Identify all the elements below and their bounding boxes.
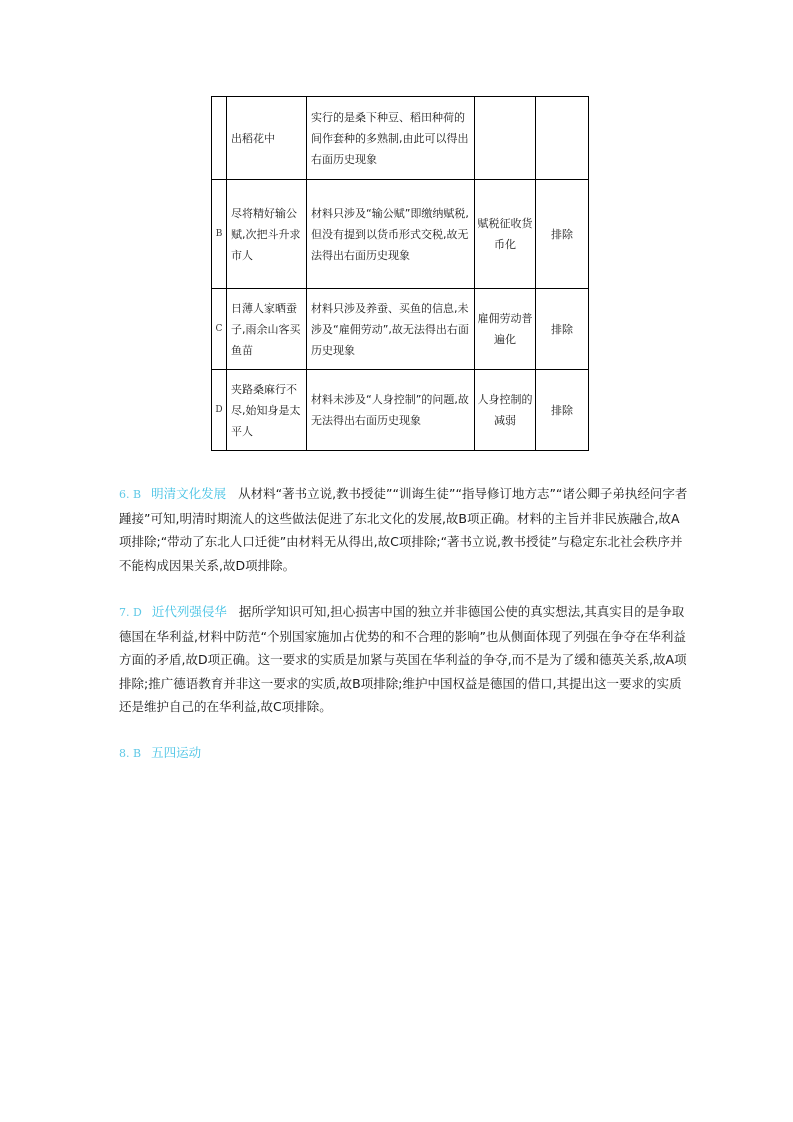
phenomenon-cell [475, 97, 536, 180]
answer-explanation: 从材料“著书立说,教书授徒”“训诲生徒”“指导修订地方志”“诸公卿子弟执经问字者踵接”可知,明清时期流人的这些做法促进了东北文化的发展,故B项正确。材料的主旨并非民族融合,故A项排除;“带动了东北人口迁徙”由材料无从得出,故C项排除;“著书立说,教书授徒”与稳定东北社会秩序并不能构成因果关系,故D项排除。 [119, 486, 688, 573]
analysis-cell: 材料只涉及养蚕、买鱼的信息,未涉及“雇佣劳动”,故无法得出右面历史现象 [307, 289, 475, 370]
poem-cell: 夹路桑麻行不尽,始知身是太平人 [227, 370, 307, 451]
answer-6 [119, 482, 689, 577]
table-row [212, 370, 589, 451]
question-number: 7. D [119, 606, 142, 619]
option-cell: C [212, 289, 227, 370]
question-topic: 近代列强侵华 [151, 604, 227, 619]
table-row [212, 97, 589, 180]
poem-cell: 日薄人家晒蚕子,雨余山客买鱼苗 [227, 289, 307, 370]
question-number: 8. B [119, 747, 142, 760]
phenomenon-cell: 人身控制的减弱 [475, 370, 536, 451]
option-cell: D [212, 370, 227, 451]
analysis-cell: 材料只涉及“输公赋”即缴纳赋税,但没有提到以货币形式交税,故无法得出右面历史现象 [307, 180, 475, 289]
answer-explanation: 据所学知识可知,担心损害中国的独立并非德国公使的真实想法,其真实目的是争取德国在华利益,材料中防范“个别国家施加占优势的和不合理的影响”也从侧面体现了列强在争夺在华利益方面的矛盾,故D项正确。这一要求的实质是加紧与英国在华利益的争夺,而不是为了缓和德英关系,故A项排除;推广德语教育并非这一要求的实质,故B项排除;维护中国权益是德国的借口,其提出这一要求的实质还是维护自己的在华利益,故C项排除。 [119, 604, 687, 714]
poem-cell: 出稻花中 [227, 97, 307, 180]
answer-8 [119, 741, 689, 766]
question-number: 6. B [119, 488, 142, 501]
result-cell: 排除 [536, 180, 589, 289]
option-cell [212, 97, 227, 180]
option-cell: B [212, 180, 227, 289]
answer-7 [119, 600, 689, 719]
poem-cell: 尽将精好输公赋,次把斗升求市人 [227, 180, 307, 289]
analysis-cell: 材料未涉及“人身控制”的问题,故无法得出右面历史现象 [307, 370, 475, 451]
analysis-table [211, 96, 589, 451]
result-cell: 排除 [536, 370, 589, 451]
result-cell [536, 97, 589, 180]
phenomenon-cell: 雇佣劳动普遍化 [475, 289, 536, 370]
result-cell: 排除 [536, 289, 589, 370]
table-row [212, 289, 589, 370]
phenomenon-cell: 赋税征收货币化 [475, 180, 536, 289]
analysis-cell: 实行的是桑下种豆、稻田种荷的间作套种的多熟制,由此可以得出右面历史现象 [307, 97, 475, 180]
question-topic: 明清文化发展 [151, 486, 227, 501]
question-topic: 五四运动 [151, 745, 202, 760]
table-row [212, 180, 589, 289]
